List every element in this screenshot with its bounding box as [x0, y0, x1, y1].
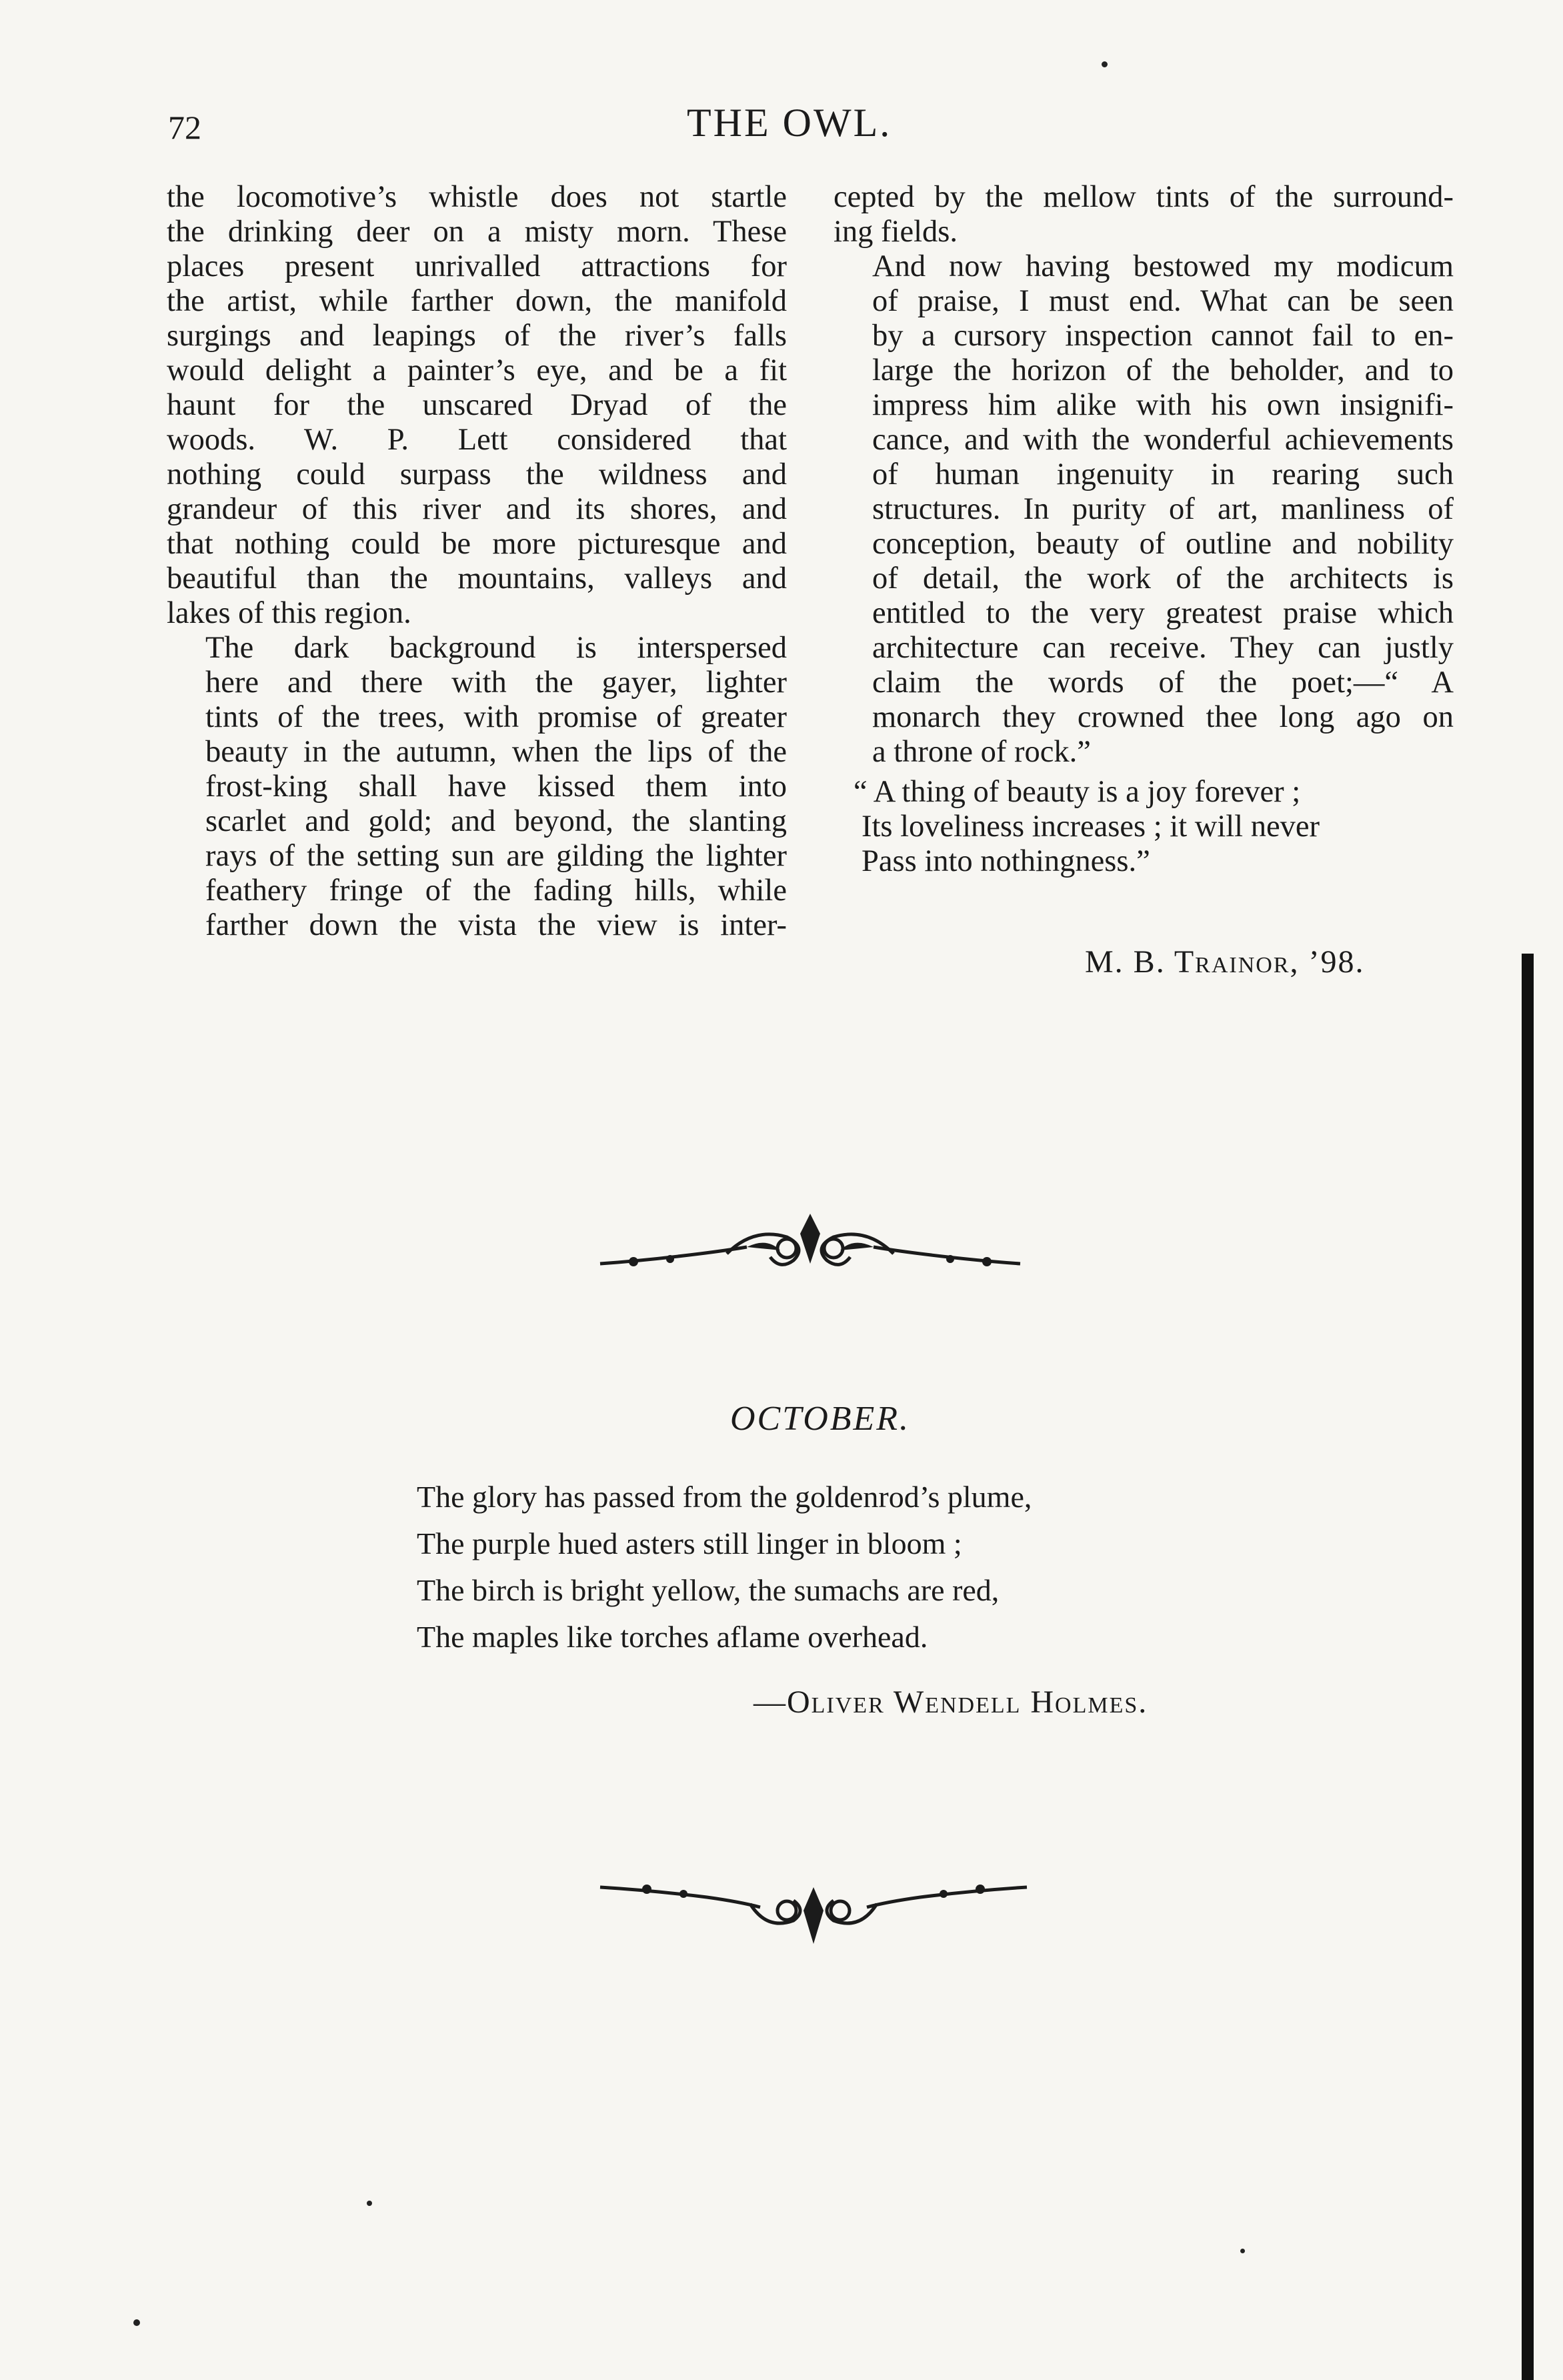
text-line: here and there with the gayer, lighter	[205, 666, 787, 700]
article-paragraph	[834, 249, 1454, 770]
text-line: tints of the trees, with promise of greater	[205, 700, 787, 734]
scan-speck	[133, 2319, 140, 2326]
text-line: beautiful than the mountains, valleys and	[167, 561, 787, 596]
poem-line: The birch is bright yellow, the sumachs are red,	[417, 1573, 1000, 1607]
text-line: conception, beauty of outline and nobility	[872, 527, 1454, 561]
text-line: large the horizon of the beholder, and to	[872, 353, 1454, 387]
running-head: THE OWL.	[687, 101, 892, 145]
text-line: of praise, I must end. What can be seen	[872, 284, 1454, 318]
text-line: And now having bestowed my modicum	[872, 249, 1454, 283]
text-line: claim the words of the poet;—“ A	[872, 666, 1454, 700]
article-paragraph	[167, 631, 787, 943]
text-line: The dark background is interspersed	[205, 631, 787, 665]
block-quote	[834, 775, 1454, 879]
scan-speck	[367, 2201, 372, 2206]
scan-speck	[1102, 61, 1108, 67]
text-line: farther down the vista the view is inter-	[205, 908, 787, 942]
poem-body	[417, 1474, 1032, 1660]
text-line: cepted by the mellow tints of the surround-	[834, 180, 1454, 214]
poem-line: The maples like torches aflame overhead.	[417, 1620, 928, 1654]
text-line: nothing could surpass the wildness and	[167, 457, 787, 491]
text-line: places present unrivalled attractions for	[167, 249, 787, 283]
text-line: that nothing could be more picturesque and	[167, 527, 787, 561]
text-line: the locomotive’s whistle does not startle	[167, 180, 787, 214]
text-line: lakes of this region.	[167, 596, 411, 630]
text-line: would delight a painter’s eye, and be a fit	[167, 353, 787, 387]
quote-line: Pass into nothingness.”	[862, 844, 1150, 878]
poem-line: The glory has passed from the goldenrod’s plume,	[417, 1480, 1032, 1514]
text-line: woods. W. P. Lett considered that	[167, 423, 787, 457]
text-line: rays of the setting sun are gilding the lighter	[205, 839, 787, 873]
text-line: feathery fringe of the fading hills, while	[205, 874, 787, 908]
text-line: beauty in the autumn, when the lips of the	[205, 735, 787, 769]
text-line: the artist, while farther down, the manifold	[167, 284, 787, 318]
article-paragraph	[834, 180, 1454, 249]
text-line: by a cursory inspection cannot fail to en-	[872, 319, 1454, 353]
text-line: the drinking deer on a misty morn. These	[167, 215, 787, 249]
text-line: frost-king shall have kissed them into	[205, 770, 787, 804]
text-line: scarlet and gold; and beyond, the slanting	[205, 804, 787, 838]
article-right-column	[834, 180, 1454, 879]
text-line: a throne of rock.”	[872, 735, 1091, 769]
text-line: surgings and leapings of the river’s falls	[167, 319, 787, 353]
scan-edge-shadow	[1522, 954, 1534, 2380]
poem-line: The purple hued asters still linger in bloom ;	[417, 1526, 962, 1560]
poem-attribution: —Oliver Wendell Holmes.	[753, 1684, 1148, 1720]
text-line: monarch they crowned thee long ago on	[872, 700, 1454, 734]
article-signature: M. B. Trainor, ’98.	[1085, 944, 1365, 980]
text-line: entitled to the very greatest praise which	[872, 596, 1454, 630]
text-line: of detail, the work of the architects is	[872, 561, 1454, 596]
article-paragraph	[167, 180, 787, 631]
quote-line: Its loveliness increases ; it will never	[862, 810, 1320, 844]
text-line: haunt for the unscared Dryad of the	[167, 388, 787, 422]
text-line: cance, and with the wonderful achievements	[872, 423, 1454, 457]
ornamental-divider-bottom	[593, 1867, 1034, 1954]
text-line: impress him alike with his own insignifi-	[872, 388, 1454, 422]
text-line: of human ingenuity in rearing such	[872, 457, 1454, 491]
text-line: structures. In purity of art, manliness of	[872, 492, 1454, 526]
text-line: grandeur of this river and its shores, and	[167, 492, 787, 526]
ornamental-divider-top	[593, 1200, 1027, 1280]
page-number: 72	[168, 109, 201, 146]
text-line: ing fields.	[834, 215, 958, 249]
scan-speck	[1240, 2249, 1245, 2253]
quote-line: “ A thing of beauty is a joy forever ;	[854, 775, 1301, 809]
text-line: architecture can receive. They can justly	[872, 631, 1454, 665]
poem-title: OCTOBER.	[730, 1400, 911, 1438]
article-left-column	[167, 180, 787, 943]
